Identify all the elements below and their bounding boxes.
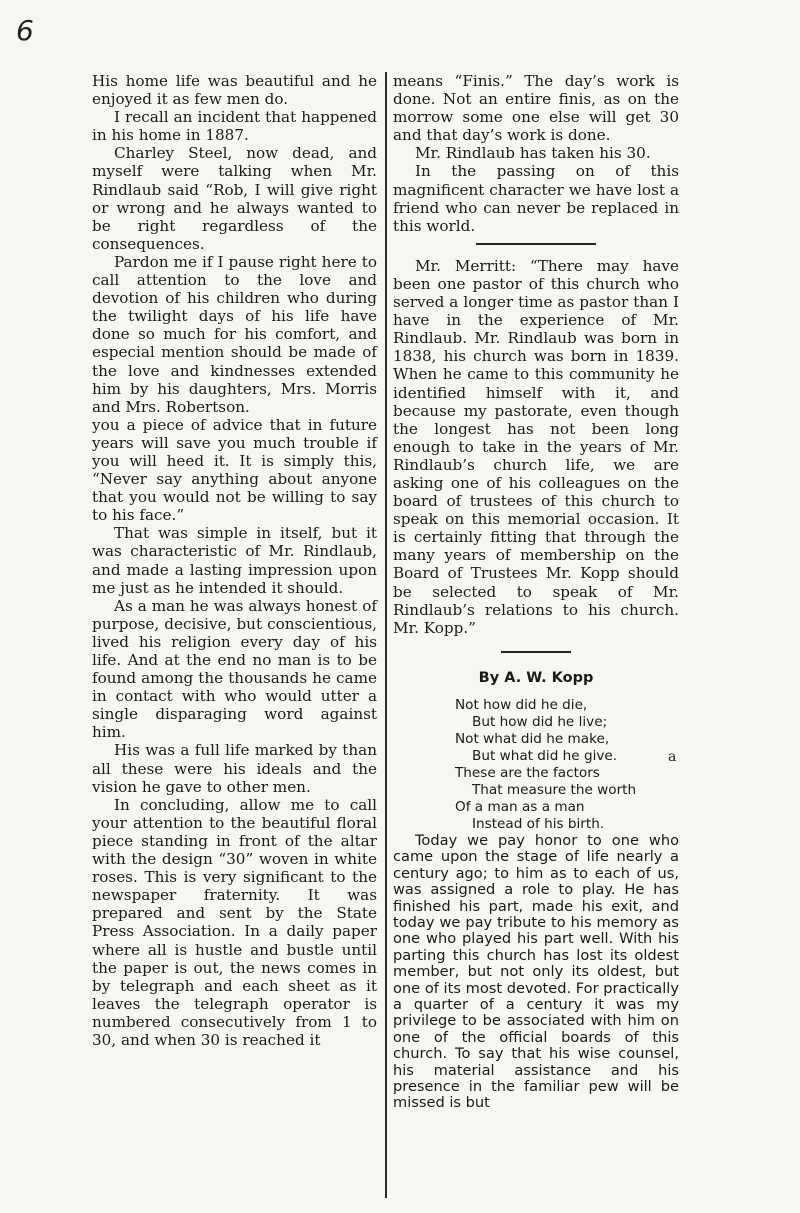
poem-line: Not what did he make, — [455, 730, 610, 747]
paragraph: Charley Steel, now dead, and myself were talking when Mr. Rindlaub said “Rob, I will give right or wrong and he always wanted to be right regardless of the consequences. — [92, 144, 377, 253]
kopp-paragraph: Today we pay honor to one who came upon the stage of life nearly a century ago; to him as to each of us, was assigned a role to play. He has finished his part, made his exit, and today we pay tribute to his memory as one who played his part well. With his parting this church has lost its oldest member, but not only its oldest, but one of its most devoted. For practically a quarter of a century it was my privilege to be associated with him on one of the official boards of this church. To say that his wise counsel, his material assistance and his presence in the familiar pew will be missed is but — [393, 831, 679, 1112]
paragraph: In concluding, allow me to call your attention to the beautiful floral piece standing in front of the altar with the design “30” woven in white roses. This is very significant to the newspaper fraternity. It was prepared and sent by the State Press Association. In a daily paper where all is hustle and bustle until the paper is out, the news comes in by telegraph and each sheet as it leaves the telegraph operator is numbered consecutively from 1 to 30, and when 30 is reached it — [92, 795, 377, 1049]
section-separator — [501, 651, 571, 653]
paragraph: His was a full life marked by than all these were his ideals and the vision he gave to other men. — [92, 741, 377, 796]
left-column — [92, 72, 377, 1049]
poem-line: These are the factors — [455, 764, 600, 781]
byline: By A. W. Kopp — [478, 669, 594, 686]
paragraph: Pardon me if I pause right here to call attention to the love and devotion of his children who during the twilight days of his life have done so much for his comfort, and especial mention should be made of the love and kindnesses extended him by his daughters, Mrs. Morris and Mrs. Robertson. — [92, 252, 377, 416]
paragraph: As a man he was always honest of purpose, decisive, but conscientious, lived his religion every day of his life. And at the end no man is to be found among the thousands he came in contact with who would utter a single disparaging word against him. — [92, 596, 377, 742]
paragraph: Mr. Rindlaub has taken his 30. — [415, 144, 651, 163]
page-number: 6 — [16, 14, 34, 47]
paragraph: I recall an incident that happened in his home in 1887. — [92, 108, 377, 145]
paragraph: you a piece of advice that in future years will save you much trouble if you will heed it. It is simply this, “Never say anything about anyone that you would not be willing to say to his face.” — [92, 415, 377, 525]
poem-line: But what did he give. — [472, 747, 618, 764]
paragraph: His home life was beautiful and he enjoyed it as few men do. — [92, 72, 377, 109]
poem-line: Not how did he die, — [455, 696, 588, 713]
section-separator — [476, 243, 596, 245]
poem-line: Instead of his birth. — [472, 815, 605, 832]
paragraph: In the passing on of this magnificent character we have lost a friend who can never be replaced in this world. — [393, 162, 679, 235]
poem-line: That measure the worth — [472, 781, 637, 798]
column-divider — [385, 72, 387, 1198]
paragraph: That was simple in itself, but it was characteristic of Mr. Rindlaub, and made a lasting impression upon me just as he intended it should. — [92, 524, 377, 597]
poem — [455, 697, 679, 833]
margin-mark: a — [668, 749, 677, 765]
merritt-paragraph: Mr. Merritt: “There may have been one pastor of this church who served a longer time as pastor than I have in the experience of Mr. Rindlaub. Mr. Rindlaub was born in 1838, his church was born in 1839. When he came to this community he identified himself with it, and because my pastorate, even though the longest has not been long enough to take in the years of Mr. Rindlaub’s church life, we are asking one of his colleagues on the board of trustees of this church to speak on this memorial occasion. It is certainly fitting that through the many years of membership on the Board of Trustees Mr. Kopp should be selected to speak of Mr. Rindlaub’s relations to his church. Mr. Kopp.” — [393, 256, 679, 637]
poem-line: Of a man as a man — [455, 798, 585, 815]
poem-line: But how did he live; — [472, 713, 608, 730]
paragraph: means “Finis.” The day’s work is done. Not an entire finis, as on the morrow some one else will get 30 and that day’s work is done. — [393, 72, 679, 145]
right-column — [393, 72, 679, 1112]
